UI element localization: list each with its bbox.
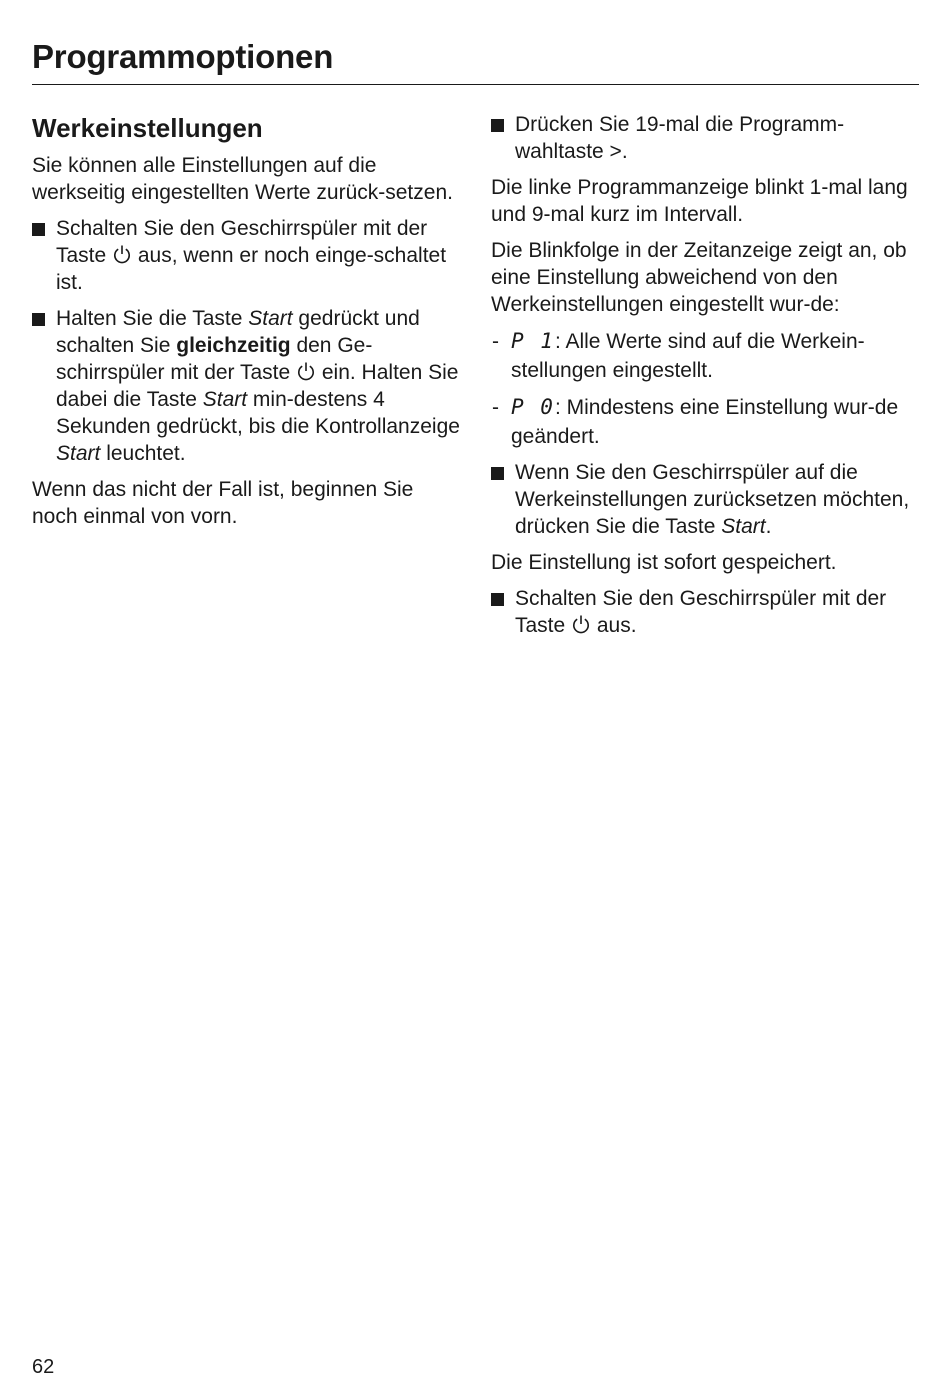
step-text: . <box>765 515 772 538</box>
right-column <box>491 111 921 648</box>
start-key-label: Start <box>248 307 293 330</box>
list-item <box>491 327 921 385</box>
display-code: P 1 <box>511 329 555 353</box>
dash-mark: - <box>492 330 499 353</box>
page-number: 62 <box>32 1356 55 1378</box>
start-key-label: Start <box>202 388 248 411</box>
step-reset <box>491 459 921 540</box>
power-icon <box>112 244 132 265</box>
intro-paragraph: Sie können alle Einstellungen auf die werkseitig eingestellten Werte zurück-setzen. <box>32 154 453 204</box>
list-item-text: : Alle Werte sind auf die Werkein-stellungen eingestellt. <box>511 330 865 382</box>
step-text: Wenn Sie den Geschirrspüler auf die Werkeinstellungen zurücksetzen möchten, drücken Sie die Taste <box>515 461 910 538</box>
list-item <box>491 393 921 451</box>
emphasis-text: gleichzeitig <box>176 334 291 357</box>
dash-mark: - <box>492 396 499 419</box>
title-divider <box>32 84 919 85</box>
step-text: aus, wenn er noch einge-schaltet ist. <box>56 244 447 294</box>
step-text: aus. <box>591 614 637 637</box>
list-item-text: : Mindestens eine Einstellung wur-de geändert. <box>511 396 899 448</box>
saved-note: Die Einstellung ist sofort gespeichert. <box>491 551 837 574</box>
page-title: Programmoptionen <box>32 38 334 75</box>
step-text: ein. Halten Sie dabei die Taste <box>56 361 459 411</box>
left-column <box>32 112 460 539</box>
blink-sequence-description: Die Blinkfolge in der Zeitanzeige zeigt an, ob eine Einstellung abweichend von den Werkeinstellungen eingestellt wur-de: <box>491 239 907 316</box>
start-key-label: Start <box>721 515 766 538</box>
retry-note: Wenn das nicht der Fall ist, beginnen Sie noch einmal von vorn. <box>32 478 414 528</box>
step-hold-start <box>32 305 460 467</box>
step-text: Halten Sie die Taste <box>56 307 249 330</box>
step-text: den Ge-schirrspüler mit der Taste <box>56 334 373 384</box>
step-text: leuchtet. <box>100 442 186 465</box>
step-switch-off-final <box>491 585 921 639</box>
step-switch-off <box>32 215 460 296</box>
blink-description: Die linke Programmanzeige blinkt 1-mal lang und 9-mal kurz im Intervall. <box>491 176 908 226</box>
step-text: gedrückt und schalten Sie <box>56 307 420 357</box>
power-icon <box>571 614 591 635</box>
display-code: P 0 <box>511 395 555 419</box>
step-press-select: Drücken Sie 19-mal die Programm-wahltaste >. <box>491 111 921 165</box>
step-text: Schalten Sie den Geschirrspüler mit der Taste <box>56 217 428 267</box>
section-heading: Werkeinstellungen <box>32 113 263 143</box>
step-text: Schalten Sie den Geschirrspüler mit der Taste <box>515 587 887 637</box>
power-icon <box>296 361 316 382</box>
start-key-label: Start <box>56 442 101 465</box>
step-text: min-destens 4 Sekunden gedrückt, bis die Kontrollanzeige <box>56 388 460 438</box>
